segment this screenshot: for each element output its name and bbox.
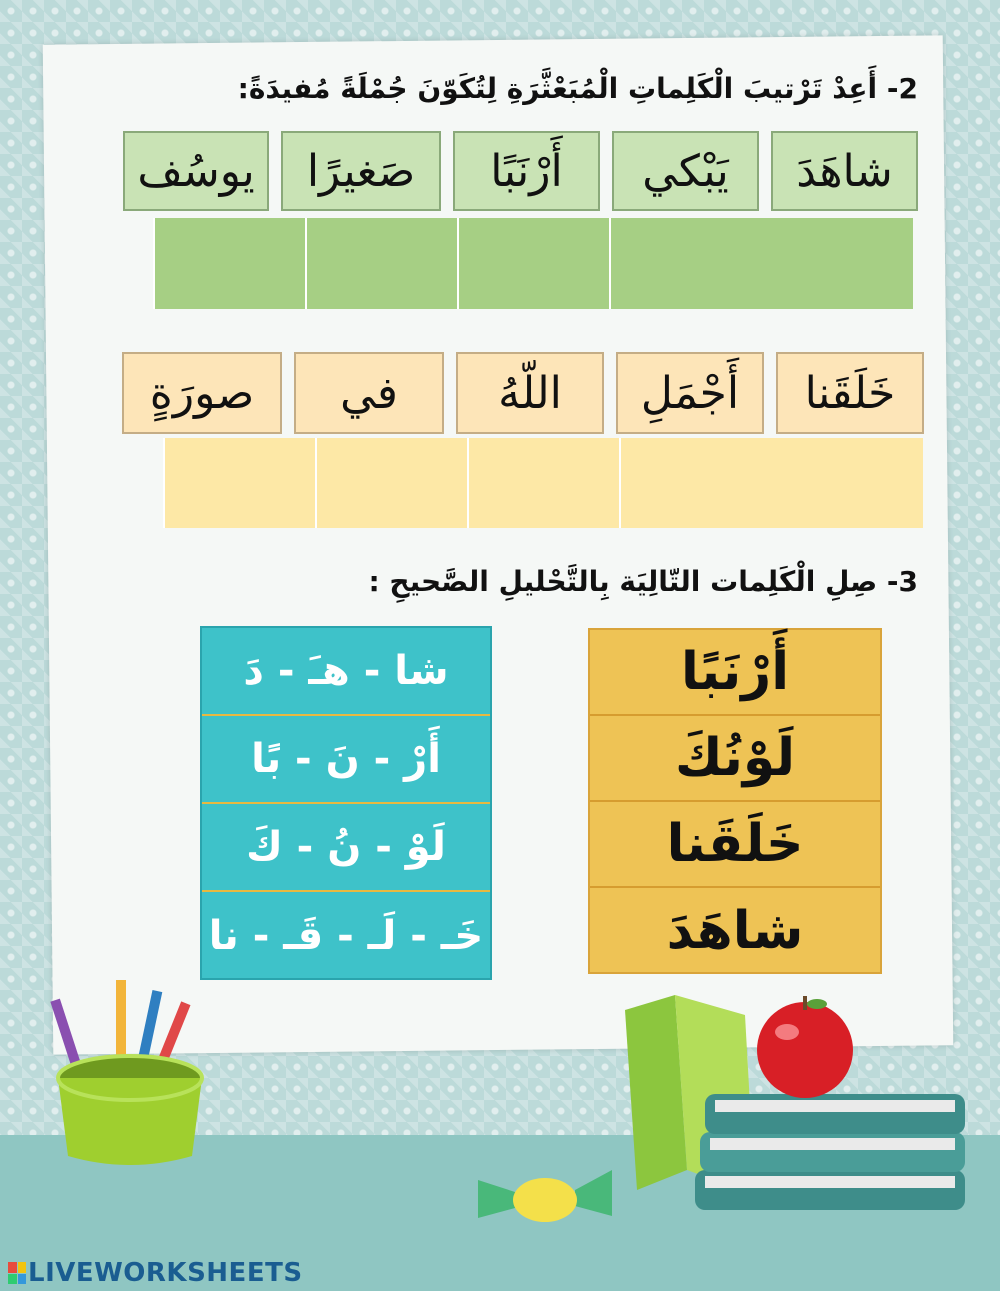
answer-slot[interactable] [467, 438, 619, 528]
analysis-item[interactable]: لَوْ - نُ - كَ [202, 804, 490, 892]
word-card[interactable]: صَغيرًا [281, 131, 441, 211]
answer-slot[interactable] [163, 438, 315, 528]
section3-heading: 3- صِلِ الْكَلِمات التّالِيَة بِالتَّحْليلِ الصَّحيحِ : [368, 565, 918, 598]
word-card[interactable]: أَجْمَلِ [616, 352, 764, 434]
answer-slot[interactable] [305, 218, 457, 309]
answer-slot[interactable] [315, 438, 467, 528]
books-apple-illustration [615, 990, 995, 1230]
words-column [588, 628, 882, 974]
word-card[interactable]: اللّهُ [456, 352, 604, 434]
word-card[interactable]: خَلَقَنا [776, 352, 924, 434]
brand-text: LIVEWORKSHEETS [28, 1258, 303, 1288]
word-card[interactable]: يَبْكي [612, 131, 759, 211]
answer-row-2 [163, 438, 923, 528]
analysis-item[interactable]: أَرْ - نَ - بًا [202, 716, 490, 804]
answer-row-1 [153, 218, 913, 309]
word-card[interactable]: أَرْنَبًا [453, 131, 600, 211]
answer-slot[interactable] [771, 438, 923, 528]
analysis-item[interactable]: شا - هـَ - دَ [202, 628, 490, 716]
word-bank-2 [122, 352, 924, 434]
pencil-cup-illustration [40, 960, 220, 1170]
liveworksheets-logo [8, 1258, 303, 1288]
match-word[interactable]: شاهَدَ [666, 901, 804, 961]
word-card[interactable]: في [294, 352, 444, 434]
answer-slot[interactable] [619, 438, 771, 528]
logo-mark-icon [8, 1262, 26, 1284]
analysis-item[interactable]: خَـ - لَـ - قَـ - نا [208, 913, 484, 959]
match-word[interactable]: خَلَقَنا [590, 802, 880, 888]
word-bank-1 [123, 131, 918, 211]
answer-slot[interactable] [457, 218, 609, 309]
word-card[interactable]: صورَةٍ [122, 352, 282, 434]
match-word[interactable]: أَرْنَبًا [590, 630, 880, 716]
section2-heading: 2- أَعِدْ تَرْتيبَ الْكَلِماتِ الْمُبَعْثَّرَةِ لِتُكَوّنَ جُمْلَةً مُفيدَةً: [237, 72, 918, 105]
answer-slot[interactable] [153, 218, 305, 309]
apple-icon [757, 996, 853, 1098]
book-stack-icon [695, 1094, 965, 1210]
answer-slot[interactable] [761, 218, 913, 309]
analysis-column [200, 626, 492, 980]
answer-slot[interactable] [609, 218, 761, 309]
word-card[interactable]: شاهَدَ [771, 131, 918, 211]
match-word[interactable]: لَوْنُكَ [590, 716, 880, 802]
word-card[interactable]: يوسُف [123, 131, 269, 211]
candy-icon [470, 1160, 620, 1230]
